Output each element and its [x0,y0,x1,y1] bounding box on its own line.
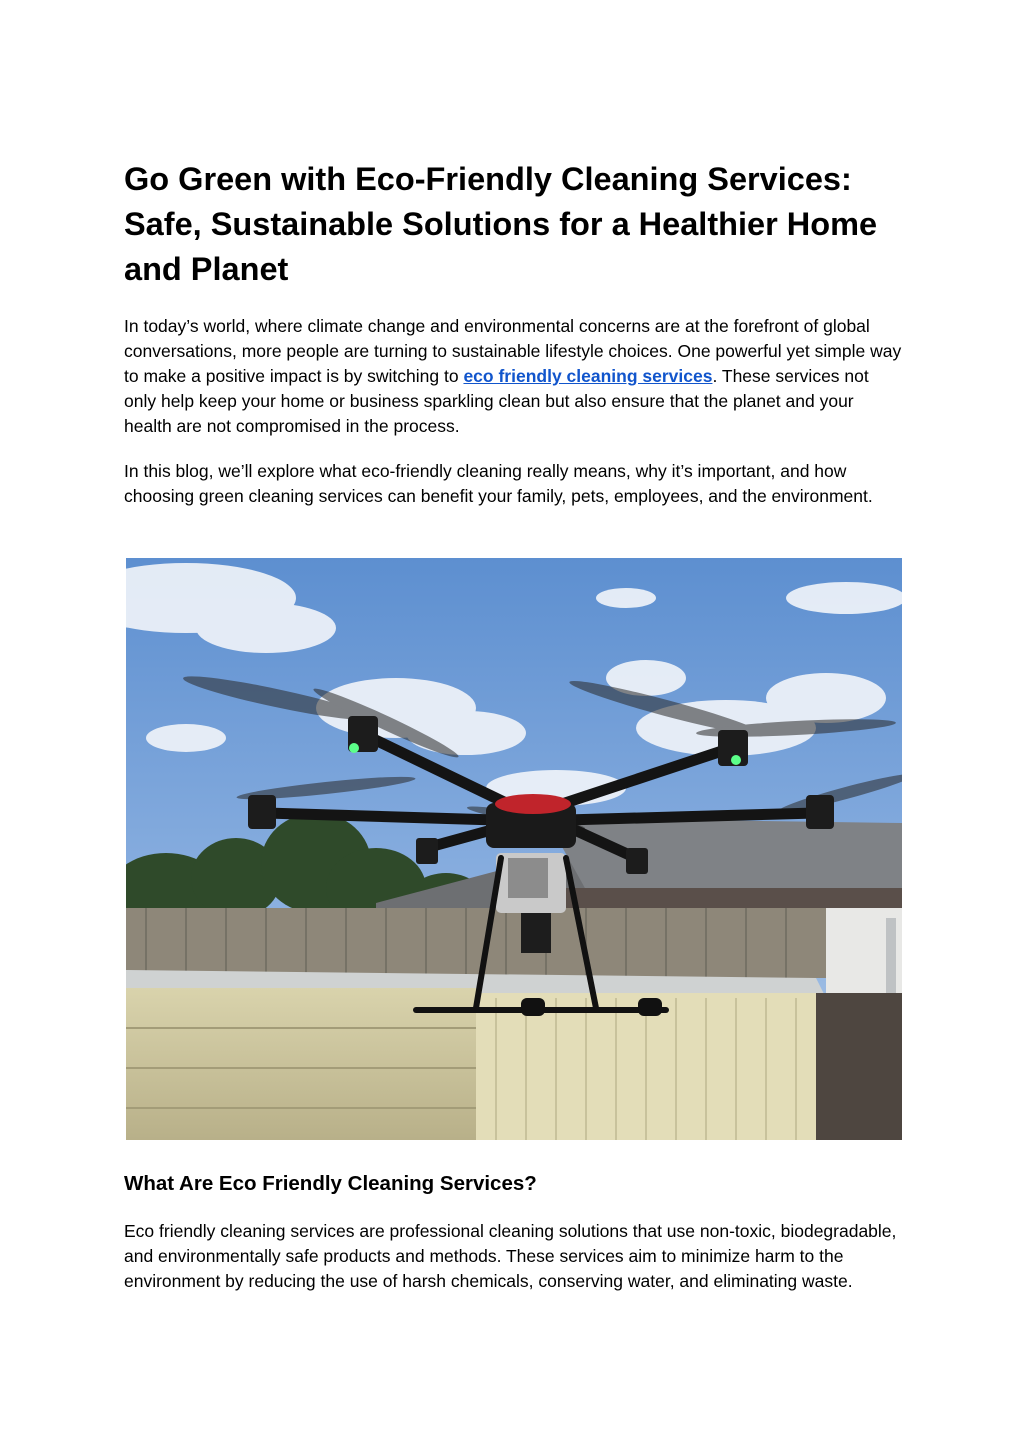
intro-paragraph [124,314,904,439]
section-heading-what-are-eco-friendly-cleaning-services: What Are Eco Friendly Cleaning Services? [124,1172,537,1195]
blog-overview-paragraph: In this blog, we’ll explore what eco-friendly cleaning really means, why it’s important, and how choosing green cleaning services can benefit your family, pets, employees, and the environment. [124,461,873,506]
drone-photo [126,558,902,1140]
section-body-paragraph: Eco friendly cleaning services are professional cleaning solutions that use non-toxic, biodegradable, and environmentally safe products and methods. These services aim to minimize harm to the environment by reducing the use of harsh chemicals, conserving water, and eliminating waste. [124,1221,897,1291]
eco-friendly-cleaning-link[interactable]: eco friendly cleaning services [463,366,713,386]
intro-text-after-link: . These services not only help keep your home or business sparkling clean but also ensure that the planet and your health are not compromised in the process. [124,366,869,436]
article-title: Go Green with Eco-Friendly Cleaning Services: Safe, Sustainable Solutions for a Healthier Home and Planet [124,161,878,287]
intro-text-before-link: In today’s world, where climate change and environmental concerns are at the forefront of global conversations, more people are turning to sustainable lifestyle choices. One powerful yet simple way to make a positive impact is by switching to [124,316,902,386]
